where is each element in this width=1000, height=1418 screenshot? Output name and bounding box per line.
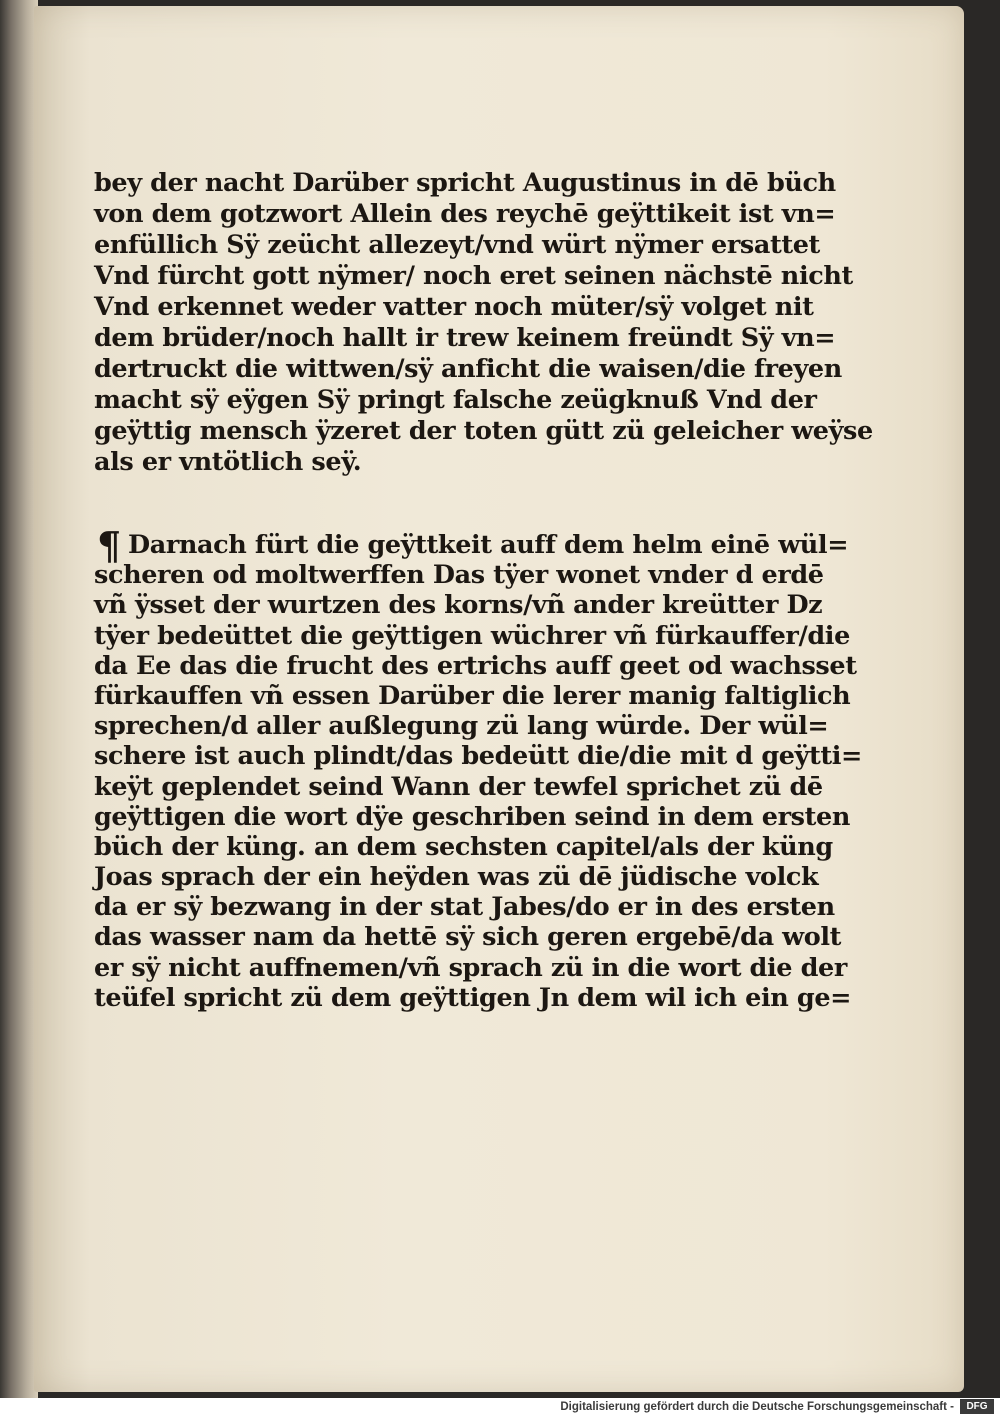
text-line: Joas sprach der ein heÿden was zü dē jüdische volck	[94, 862, 819, 893]
text-line: tÿer bedeüttet die geÿttigen wüchrer vñ fürkauffer/die	[94, 620, 850, 651]
text-line: Darnach fürt die geÿttkeit auff dem helm einē wül=	[128, 530, 849, 560]
text-line: Vnd fürcht gott nÿmer/ noch eret seinen nächstē nicht	[94, 261, 853, 291]
pilcrow-mark: ¶	[97, 523, 122, 568]
text-line: keÿt geplendet seind Wann der tewfel sprichet zü dē	[94, 771, 823, 802]
text-line: geÿttigen die wort dÿe geschriben seind in dem ersten	[94, 801, 850, 832]
text-line: das wasser nam da hettē sÿ sich geren ergebē/da wolt	[94, 922, 841, 953]
text-line: enfüllich Sÿ zeücht allezeyt/vnd würt nÿmer ersattet	[94, 230, 820, 260]
text-line: Vnd erkennet weder vatter noch müter/sÿ volget nit	[94, 292, 814, 322]
text-line: büch der küng. an dem sechsten capitel/als der küng	[94, 831, 833, 862]
text-line: teüfel spricht zü dem geÿttigen Jn dem wil ich ein ge=	[94, 982, 852, 1013]
text-line: sprechen/d aller außlegung zü lang würde. Der wül=	[94, 711, 829, 742]
paragraph-2	[94, 523, 863, 1013]
text-line: da Ee das die frucht des ertrichs auff geet od wachsset	[94, 650, 857, 681]
paragraph-1	[94, 168, 873, 478]
text-line: von dem gotzwort Allein des reychē geÿttikeit ist vn=	[94, 199, 836, 229]
book-binding-edge	[0, 0, 38, 1398]
text-line: macht sÿ eÿgen Sÿ pringt falsche zeügknuß Vnd der	[94, 385, 817, 415]
text-line: dem brüder/noch hallt ir trew keinem freündt Sÿ vn=	[94, 323, 836, 353]
text-line: da er sÿ bezwang in der stat Jabes/do er in des ersten	[94, 892, 835, 923]
text-line: dertruckt die wittwen/sÿ anficht die waisen/die freyen	[94, 354, 842, 384]
text-line: bey der nacht Darüber spricht Augustinus in dē büch	[94, 168, 836, 198]
text-line: er sÿ nicht auffnemen/vñ sprach zü in die wort die der	[94, 952, 847, 983]
text-line: schere ist auch plindt/das bedeütt die/die mit d geÿtti=	[94, 741, 863, 772]
text-line: fürkauffen vñ essen Darüber die lerer manig faltiglich	[94, 680, 851, 711]
text-line: vñ ÿsset der wurtzen des korns/vñ ander kreütter Dz	[94, 590, 823, 621]
dfg-logo: DFG	[960, 1399, 994, 1414]
text-line: geÿttig mensch ÿzeret der toten gütt zü geleicher weÿse	[94, 416, 873, 446]
text-line: als er vntötlich seÿ.	[94, 447, 362, 477]
text-line: scheren od moltwerffen Das tÿer wonet vnder d erdē	[94, 560, 824, 591]
funding-credit: Digitalisierung gefördert durch die Deutsche Forschungsgemeinschaft -	[560, 1401, 954, 1413]
